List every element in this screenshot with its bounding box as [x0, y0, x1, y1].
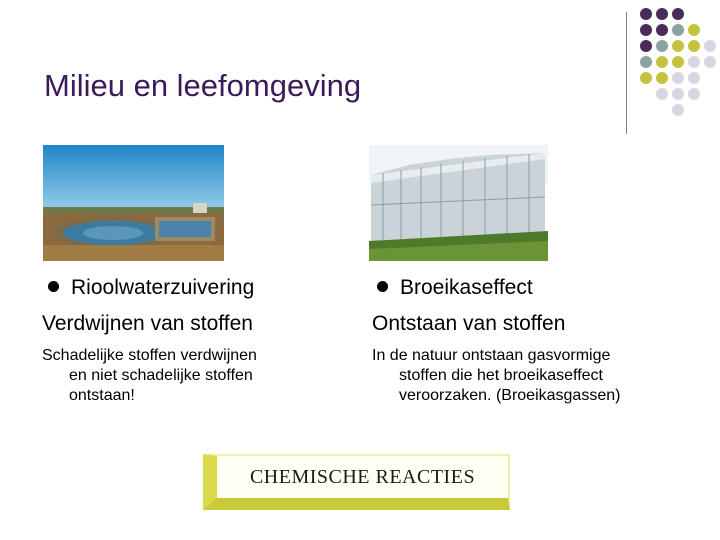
decorative-dot	[688, 88, 700, 100]
greenhouse-photo	[369, 145, 548, 261]
slide-title: Milieu en leefomgeving	[44, 68, 362, 103]
decorative-dot	[672, 24, 684, 36]
bullet-dot-icon	[48, 281, 59, 292]
water-treatment-photo	[43, 145, 224, 261]
decorative-dot	[672, 8, 684, 20]
decorative-dot-grid	[640, 8, 720, 120]
decorative-dot	[640, 72, 652, 84]
decorative-dot	[672, 72, 684, 84]
bullet-text: Rioolwaterzuivering	[71, 276, 255, 299]
chemische-reacties-callout	[203, 454, 510, 510]
body-left-line2: en niet schadelijke stoffen	[69, 367, 253, 384]
decorative-dot	[656, 40, 668, 52]
body-left-line1: Schadelijke stoffen verdwijnen	[42, 347, 257, 364]
decorative-dot	[640, 40, 652, 52]
callout-text: CHEMISCHE REACTIES	[249, 465, 476, 488]
bullet-text: Broeikaseffect	[400, 276, 533, 299]
bullet-dot-icon	[377, 281, 388, 292]
body-left	[42, 346, 342, 406]
decorative-dot	[656, 24, 668, 36]
body-right-line1: In de natuur ontstaan gasvormige	[372, 347, 611, 364]
decorative-dot	[656, 8, 668, 20]
decorative-dot	[640, 8, 652, 20]
decorative-dot	[688, 56, 700, 68]
decorative-dot	[672, 40, 684, 52]
decorative-dot	[688, 40, 700, 52]
decorative-dot	[688, 72, 700, 84]
decorative-dot	[656, 72, 668, 84]
decorative-dot	[688, 24, 700, 36]
decorative-dot	[704, 56, 716, 68]
decorative-dot	[640, 56, 652, 68]
sub-ontstaan: Ontstaan van stoffen	[372, 312, 566, 335]
sub-verdwijnen: Verdwijnen van stoffen	[42, 312, 253, 335]
decorative-dot	[704, 40, 716, 52]
decorative-dot	[672, 56, 684, 68]
bullet-broeikaseffect	[377, 276, 533, 300]
decorative-dot	[640, 24, 652, 36]
decorative-dot	[672, 104, 684, 116]
bullet-rioolwaterzuivering	[48, 276, 254, 300]
body-right-line3: veroorzaken. (Broeikasgassen)	[399, 387, 621, 404]
body-right	[372, 346, 702, 406]
body-right-line2: stoffen die het broeikaseffect	[399, 367, 603, 384]
decorative-dot	[656, 88, 668, 100]
vertical-divider	[626, 12, 627, 134]
decorative-dot	[656, 56, 668, 68]
body-left-line3: ontstaan!	[69, 387, 135, 404]
decorative-dot	[672, 88, 684, 100]
